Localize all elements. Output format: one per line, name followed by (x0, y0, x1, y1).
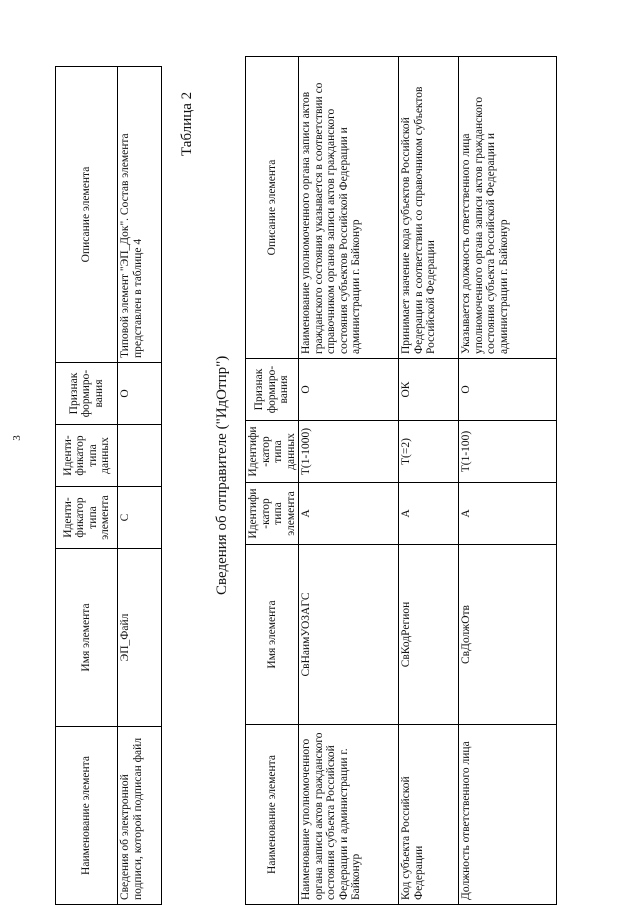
elements-table-1 (55, 66, 162, 905)
col-header-formation: Признак формиро-вания (56, 363, 118, 425)
table-row (399, 57, 459, 905)
col-header-data-type: Иденти-фикатор типа данных (56, 425, 118, 487)
cell-element: СвКодРегион (399, 545, 459, 725)
cell-type-id: С (118, 487, 162, 549)
page-number: 3 (10, 435, 23, 441)
cell-element: ЭП_Файл (118, 549, 162, 727)
col-header-type-id: Иденти-фикатор типа элемента (56, 487, 118, 549)
cell-formation: О (118, 363, 162, 425)
col-header-element: Имя элемента (56, 549, 118, 727)
col-header-data-type: Идентифи-катор типа данных (246, 421, 299, 483)
col-header-type-id: Идентифи-катор типа элемента (246, 483, 299, 545)
col-header-formation: Признак формиро-вания (246, 359, 299, 421)
col-header-name: Наименование элемента (56, 727, 118, 905)
cell-data-type: T(1-1000) (299, 421, 399, 483)
cell-description: Типовой элемент "ЭП_Док". Состав элемента представлен в таблице 4 (118, 67, 162, 363)
table-header-row (246, 57, 299, 905)
cell-type-id: А (459, 483, 557, 545)
cell-name: Сведения об электронной подписи, которой подписан файл (118, 727, 162, 905)
col-header-description: Описание элемента (56, 67, 118, 363)
cell-element: СвНаимУОЗАГС (299, 545, 399, 725)
cell-type-id: А (399, 483, 459, 545)
cell-data-type (118, 425, 162, 487)
table-label: Таблица 2 (179, 91, 195, 156)
cell-formation: ОК (399, 359, 459, 421)
cell-data-type: T(1-100) (459, 421, 557, 483)
elements-table-2 (245, 56, 557, 905)
cell-description: Принимает значение кода субъектов Российской Федерации в соответствии со справочником субъектов Российской Федерации (399, 57, 459, 359)
cell-formation: О (459, 359, 557, 421)
cell-type-id: А (299, 483, 399, 545)
cell-name: Наименование уполномоченного органа записи актов гражданского состояния субъекта Российской Федерации и администрации г. Байконур (299, 725, 399, 905)
cell-name: Код субъекта Российской Федерации (399, 725, 459, 905)
cell-name: Должность ответственного лица (459, 725, 557, 905)
col-header-description: Описание элемента (246, 57, 299, 359)
section-title: Сведения об отправителе ("ИдОтпр") (214, 355, 230, 595)
col-header-name: Наименование элемента (246, 725, 299, 905)
cell-description: Наименование уполномоченного органа записи актов гражданского состояния указывается в соответствии со справочником органов записи актов гражданского состояния субъектов Российской Федерации и администрации г. Байконур (299, 57, 399, 359)
cell-data-type: T(=2) (399, 421, 459, 483)
col-header-element: Имя элемента (246, 545, 299, 725)
table-row (299, 57, 399, 905)
cell-description: Указывается должность ответственного лица уполномоченного органа записи актов гражданского состояния субъекта Российской Федерации и администрации г. Байконур (459, 57, 557, 359)
cell-formation: О (299, 359, 399, 421)
table-row (118, 67, 162, 905)
table-row (459, 57, 557, 905)
table-header-row (56, 67, 118, 905)
cell-element: СвДолжОтв (459, 545, 557, 725)
